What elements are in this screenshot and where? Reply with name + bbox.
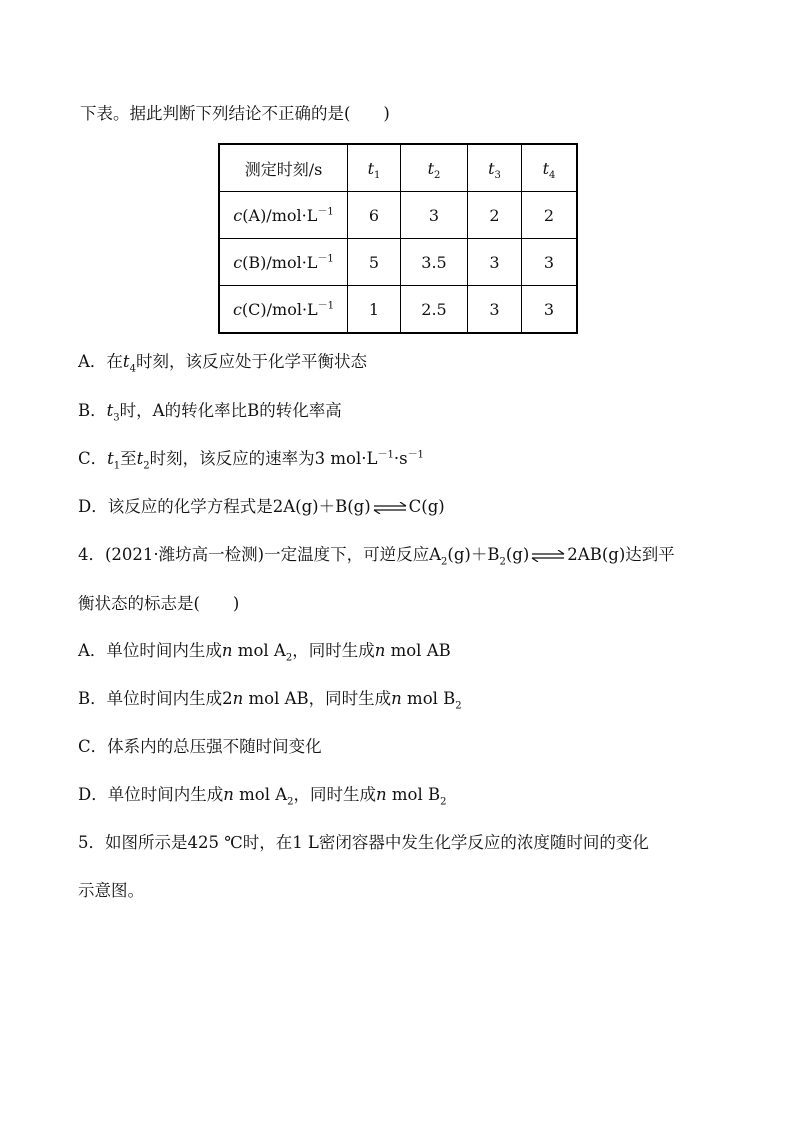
table-row-label: $c(C)/mol\cdot L^{-1}$	[219, 286, 348, 334]
q4-stem-line-2: 衡状态的标志是( )	[78, 594, 240, 613]
table-row	[219, 239, 577, 286]
table-cell: 3	[468, 286, 522, 334]
q4-option-d: D．单位时间内生成n mol $A_2$，同时生成n mol $B_2$	[78, 785, 447, 808]
q3-option-c: C．$t_1$至$t_2$时刻，该反应的速率为3 $mol\cdot L^{-1}\cdot s^{-1}$	[78, 449, 424, 472]
table-cell: 3	[522, 286, 578, 334]
table-row-label: $c(B)/mol\cdot L^{-1}$	[219, 239, 348, 286]
q5-stem-line-2: 示意图。	[78, 881, 144, 900]
q3-option-a: A．在$t_4$时刻，该反应处于化学平衡状态	[78, 352, 367, 375]
table-row	[219, 192, 577, 239]
table-cell: 2	[522, 192, 578, 239]
equilibrium-arrow-icon	[373, 502, 407, 514]
q5-stem-line-1: 5．如图所示是425 ℃时，在1 L密闭容器中发生化学反应的浓度随时间的变化	[78, 833, 649, 852]
q4-stem-line-1: 4．(2021·潍坊高一检测)一定温度下，可逆反应$A_2(g)+B_2(g)$ 2AB(g)达到平	[78, 545, 675, 568]
table-row	[219, 286, 577, 334]
table-header-cell: $t_3$	[468, 144, 522, 192]
intro-line: 下表。据此判断下列结论不正确的是( )	[80, 104, 390, 123]
q3-option-d: D．该反应的化学方程式是2A(g)＋B(g) C(g)	[78, 497, 445, 516]
table-header-cell: $t_2$	[401, 144, 468, 192]
table-cell: 3	[401, 192, 468, 239]
concentration-table	[218, 143, 578, 334]
table-header-row	[219, 144, 577, 192]
table-cell: 2.5	[401, 286, 468, 334]
q4-option-c: C．体系内的总压强不随时间变化	[78, 737, 322, 756]
table-cell: 2	[468, 192, 522, 239]
q4-option-a: A．单位时间内生成n mol $A_2$，同时生成n mol AB	[78, 641, 451, 664]
table-header-cell: $t_1$	[348, 144, 401, 192]
table-cell: 5	[348, 239, 401, 286]
table-cell: 3.5	[401, 239, 468, 286]
table-cell: 3	[522, 239, 578, 286]
table-cell: 6	[348, 192, 401, 239]
table-cell: 3	[468, 239, 522, 286]
table-header-cell: $t_4$	[522, 144, 578, 192]
table-row-label: $c(A)/mol\cdot L^{-1}$	[219, 192, 348, 239]
equilibrium-arrow-icon	[531, 550, 565, 562]
table-header-cell: 测定时刻/s	[219, 144, 348, 192]
q3-option-b: B．$t_3$时，A的转化率比B的转化率高	[78, 401, 342, 424]
table-cell: 1	[348, 286, 401, 334]
q4-option-b: B．单位时间内生成2n mol AB，同时生成n mol $B_2$	[78, 689, 462, 712]
